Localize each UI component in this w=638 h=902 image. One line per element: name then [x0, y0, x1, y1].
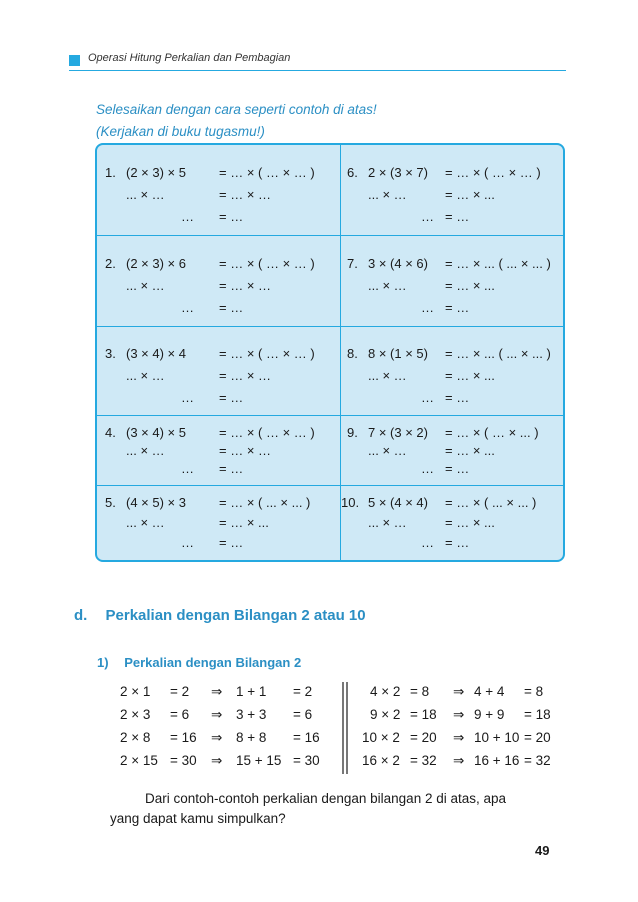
- mult-expression: 10 × 2: [362, 730, 400, 745]
- exercise-row-divider: [97, 235, 563, 236]
- exercise-number: 8.: [347, 346, 358, 361]
- mult-result: = 20: [410, 730, 437, 745]
- exercise-line-3: …: [181, 209, 194, 224]
- exercise-line-2: ... × …: [368, 368, 407, 383]
- exercise-line-3: …: [421, 209, 434, 224]
- mult-expression: 9 × 2: [370, 707, 401, 722]
- column-separator: [346, 682, 348, 774]
- header-square-icon: [69, 55, 80, 66]
- exercise-number: 1.: [105, 165, 116, 180]
- mult-sum: 8 + 8: [236, 730, 267, 745]
- arrow-icon: ⇒: [211, 684, 223, 699]
- exercise-step-2: = … × …: [219, 187, 272, 202]
- paragraph-line-2: yang dapat kamu simpulkan?: [110, 811, 286, 826]
- mult-result: = 2: [170, 684, 190, 699]
- exercise-number: 4.: [105, 425, 116, 440]
- exercise-expression: 7 × (3 × 2): [368, 425, 428, 440]
- mult-total: = 6: [293, 707, 313, 722]
- exercise-row-divider: [97, 326, 563, 327]
- exercise-line-3: …: [181, 300, 194, 315]
- exercise-number: 5.: [105, 495, 116, 510]
- subsection-heading: [97, 655, 301, 670]
- exercise-step-3: = …: [445, 300, 470, 315]
- mult-total: = 32: [524, 753, 551, 768]
- exercise-line-2: ... × …: [126, 368, 165, 383]
- exercise-line-2: ... × …: [126, 187, 165, 202]
- exercise-number: 10.: [341, 495, 360, 510]
- exercise-number: 6.: [347, 165, 358, 180]
- mult-total: = 16: [293, 730, 320, 745]
- exercise-step-3: = …: [219, 535, 244, 550]
- exercise-step-3: = …: [219, 461, 244, 476]
- section-title: Perkalian dengan Bilangan 2 atau 10: [105, 607, 366, 624]
- exercise-step-1: = … × ( … × … ): [219, 346, 315, 361]
- column-separator: [342, 682, 344, 774]
- mult-result: = 6: [170, 707, 190, 722]
- subsection-title: Perkalian dengan Bilangan 2: [124, 655, 302, 670]
- instruction-line-2: (Kerjakan di buku tugasmu!): [96, 124, 265, 139]
- exercise-expression: 3 × (4 × 6): [368, 256, 428, 271]
- exercise-line-3: …: [421, 535, 434, 550]
- exercise-line-3: …: [181, 390, 194, 405]
- mult-total: = 30: [293, 753, 320, 768]
- instruction-line-1: Selesaikan dengan cara seperti contoh di atas!: [96, 102, 377, 117]
- exercise-step-2: = … × ...: [219, 515, 269, 530]
- exercise-step-2: = … × ...: [445, 515, 495, 530]
- exercise-step-3: = …: [219, 300, 244, 315]
- mult-result: = 32: [410, 753, 437, 768]
- exercise-expression: (2 × 3) × 5: [126, 165, 186, 180]
- exercise-expression: 8 × (1 × 5): [368, 346, 428, 361]
- exercise-line-3: …: [421, 461, 434, 476]
- exercise-expression: (3 × 4) × 5: [126, 425, 186, 440]
- exercise-line-2: ... × …: [368, 515, 407, 530]
- exercise-line-2: ... × …: [368, 187, 407, 202]
- exercise-line-2: ... × …: [126, 443, 165, 458]
- mult-sum: 3 + 3: [236, 707, 267, 722]
- exercise-line-3: …: [181, 461, 194, 476]
- mult-result: = 8: [410, 684, 430, 699]
- mult-expression: 4 × 2: [370, 684, 401, 699]
- mult-sum: 9 + 9: [474, 707, 505, 722]
- exercise-step-2: = … × ...: [445, 187, 495, 202]
- exercise-step-3: = …: [445, 461, 470, 476]
- exercise-step-1: = … × ( ... × ... ): [219, 495, 311, 510]
- mult-sum: 1 + 1: [236, 684, 267, 699]
- exercise-number: 2.: [105, 256, 116, 271]
- section-label: d.: [74, 607, 88, 624]
- arrow-icon: ⇒: [453, 684, 465, 699]
- exercise-step-1: = … × ( … × … ): [219, 425, 315, 440]
- mult-expression: 2 × 1: [120, 684, 151, 699]
- mult-total: = 8: [524, 684, 544, 699]
- exercise-number: 3.: [105, 346, 116, 361]
- exercise-expression: 2 × (3 × 7): [368, 165, 428, 180]
- subsection-label: 1): [97, 655, 109, 670]
- exercise-line-2: ... × …: [126, 278, 165, 293]
- exercise-step-3: = …: [219, 209, 244, 224]
- mult-result: = 30: [170, 753, 197, 768]
- exercise-expression: (4 × 5) × 3: [126, 495, 186, 510]
- paragraph-line-1: Dari contoh-contoh perkalian dengan bilangan 2 di atas, apa: [145, 791, 507, 806]
- mult-total: = 2: [293, 684, 313, 699]
- exercise-step-1: = … × ... ( ... × ... ): [445, 256, 551, 271]
- mult-expression: 2 × 3: [120, 707, 151, 722]
- arrow-icon: ⇒: [211, 730, 223, 745]
- exercise-row-divider: [97, 415, 563, 416]
- exercise-number: 7.: [347, 256, 358, 271]
- exercise-step-2: = … × …: [219, 278, 272, 293]
- exercise-step-1: = … × ( ... × ... ): [445, 495, 537, 510]
- mult-result: = 16: [170, 730, 197, 745]
- page-number: 49: [535, 843, 550, 858]
- arrow-icon: ⇒: [453, 730, 465, 745]
- exercise-number: 9.: [347, 425, 358, 440]
- exercise-line-2: ... × …: [368, 278, 407, 293]
- mult-sum: 4 + 4: [474, 684, 505, 699]
- exercise-step-2: = … × …: [219, 443, 272, 458]
- arrow-icon: ⇒: [211, 753, 223, 768]
- arrow-icon: ⇒: [211, 707, 223, 722]
- header-title: Operasi Hitung Perkalian dan Pembagian: [88, 52, 291, 64]
- exercise-expression: 5 × (4 × 4): [368, 495, 428, 510]
- exercise-step-2: = … × ...: [445, 278, 495, 293]
- exercise-step-1: = … × ( … × … ): [219, 165, 315, 180]
- exercise-line-3: …: [181, 535, 194, 550]
- arrow-icon: ⇒: [453, 707, 465, 722]
- exercise-step-1: = … × ( … × ... ): [445, 425, 539, 440]
- mult-expression: 2 × 15: [120, 753, 158, 768]
- exercise-line-2: ... × …: [368, 443, 407, 458]
- exercise-row-divider: [97, 485, 563, 486]
- exercise-step-3: = …: [445, 209, 470, 224]
- exercise-step-1: = … × ... ( ... × ... ): [445, 346, 551, 361]
- exercise-step-2: = … × …: [219, 368, 272, 383]
- mult-sum: 10 + 10: [474, 730, 520, 745]
- running-header: [69, 52, 566, 68]
- exercise-step-1: = … × ( … × … ): [445, 165, 541, 180]
- exercise-expression: (2 × 3) × 6: [126, 256, 186, 271]
- mult-sum: 15 + 15: [236, 753, 282, 768]
- mult-expression: 16 × 2: [362, 753, 400, 768]
- exercise-line-3: …: [421, 390, 434, 405]
- exercise-step-3: = …: [445, 390, 470, 405]
- exercise-step-2: = … × ...: [445, 443, 495, 458]
- exercise-line-3: …: [421, 300, 434, 315]
- exercise-step-3: = …: [219, 390, 244, 405]
- section-heading: [74, 607, 366, 624]
- exercise-step-1: = … × ( … × … ): [219, 256, 315, 271]
- exercise-expression: (3 × 4) × 4: [126, 346, 186, 361]
- exercise-box: [95, 143, 565, 562]
- mult-total: = 18: [524, 707, 551, 722]
- exercise-step-2: = … × ...: [445, 368, 495, 383]
- mult-total: = 20: [524, 730, 551, 745]
- mult-expression: 2 × 8: [120, 730, 151, 745]
- exercise-line-2: ... × …: [126, 515, 165, 530]
- mult-result: = 18: [410, 707, 437, 722]
- exercise-step-3: = …: [445, 535, 470, 550]
- arrow-icon: ⇒: [453, 753, 465, 768]
- mult-sum: 16 + 16: [474, 753, 520, 768]
- header-rule: [69, 70, 566, 71]
